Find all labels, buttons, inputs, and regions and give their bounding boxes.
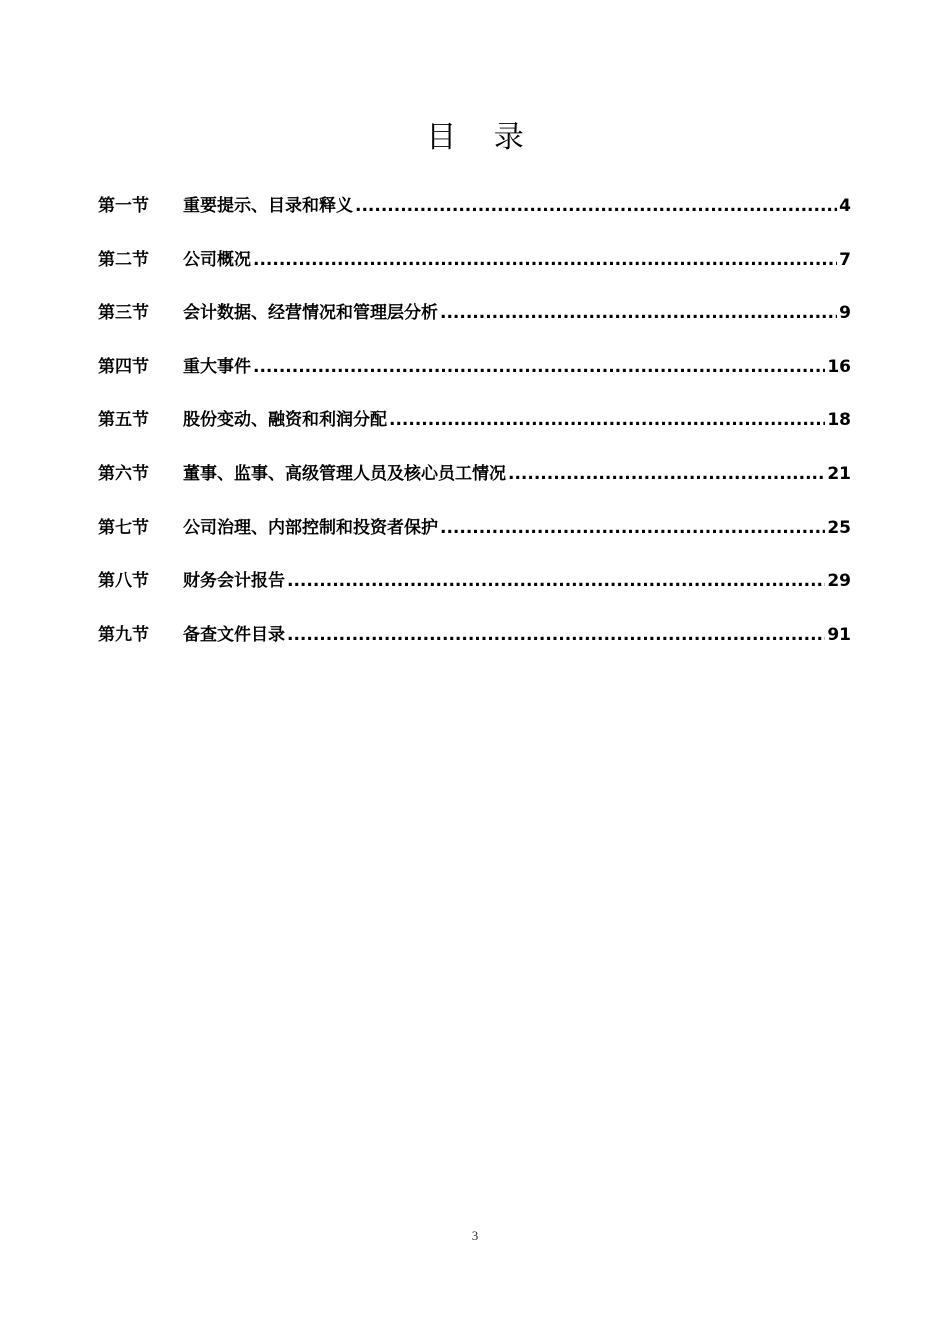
toc-entry-title: 公司治理、内部控制和投资者保护 [183, 517, 438, 538]
toc-entry[interactable] [98, 512, 851, 566]
toc-page-number: 7 [839, 249, 851, 270]
toc-page-number: 16 [827, 356, 851, 377]
toc-entry-title: 重要提示、目录和释义 [183, 196, 353, 216]
toc-page-number: 4 [839, 196, 851, 216]
toc-page-number: 29 [827, 571, 851, 592]
toc-entry[interactable] [98, 565, 851, 619]
toc-section-label: 第八节 [98, 571, 149, 592]
table-of-contents [98, 190, 851, 672]
toc-dot-leader [389, 404, 825, 436]
page-footer-number: 3 [471, 1228, 479, 1243]
toc-entry-title: 重大事件 [183, 356, 251, 377]
toc-entry-title: 备查文件目录 [183, 624, 285, 645]
toc-entry[interactable] [98, 244, 851, 298]
toc-page-number: 18 [827, 410, 851, 431]
toc-dot-leader [287, 565, 825, 597]
toc-section-label: 第二节 [98, 249, 149, 270]
toc-page-number: 9 [839, 303, 851, 324]
toc-entry-title: 财务会计报告 [183, 571, 285, 592]
toc-dot-leader [440, 512, 825, 544]
toc-entry-title: 董事、监事、高级管理人员及核心员工情况 [183, 463, 506, 484]
toc-dot-leader [287, 619, 825, 651]
toc-dot-leader [440, 297, 837, 329]
toc-page-number: 25 [827, 517, 851, 538]
toc-section-label: 第九节 [98, 624, 149, 645]
toc-dot-leader [355, 190, 837, 222]
toc-entry[interactable] [98, 458, 851, 512]
toc-section-label: 第一节 [98, 196, 149, 216]
toc-dot-leader [253, 244, 837, 276]
toc-entry[interactable] [98, 190, 851, 244]
toc-section-label: 第四节 [98, 356, 149, 377]
page-title: 目 录 [426, 120, 538, 155]
toc-entry[interactable] [98, 351, 851, 405]
toc-entry[interactable] [98, 297, 851, 351]
toc-entry[interactable] [98, 619, 851, 673]
toc-section-label: 第六节 [98, 463, 149, 484]
toc-entry-title: 会计数据、经营情况和管理层分析 [183, 303, 438, 324]
toc-dot-leader [508, 458, 825, 490]
toc-entry-title: 公司概况 [183, 249, 251, 270]
toc-dot-leader [253, 351, 825, 383]
toc-section-label: 第七节 [98, 517, 149, 538]
toc-section-label: 第五节 [98, 410, 149, 431]
toc-entry[interactable] [98, 404, 851, 458]
toc-entry-title: 股份变动、融资和利润分配 [183, 410, 387, 431]
toc-page-number: 91 [827, 624, 851, 645]
toc-page-number: 21 [827, 463, 851, 484]
toc-section-label: 第三节 [98, 303, 149, 324]
